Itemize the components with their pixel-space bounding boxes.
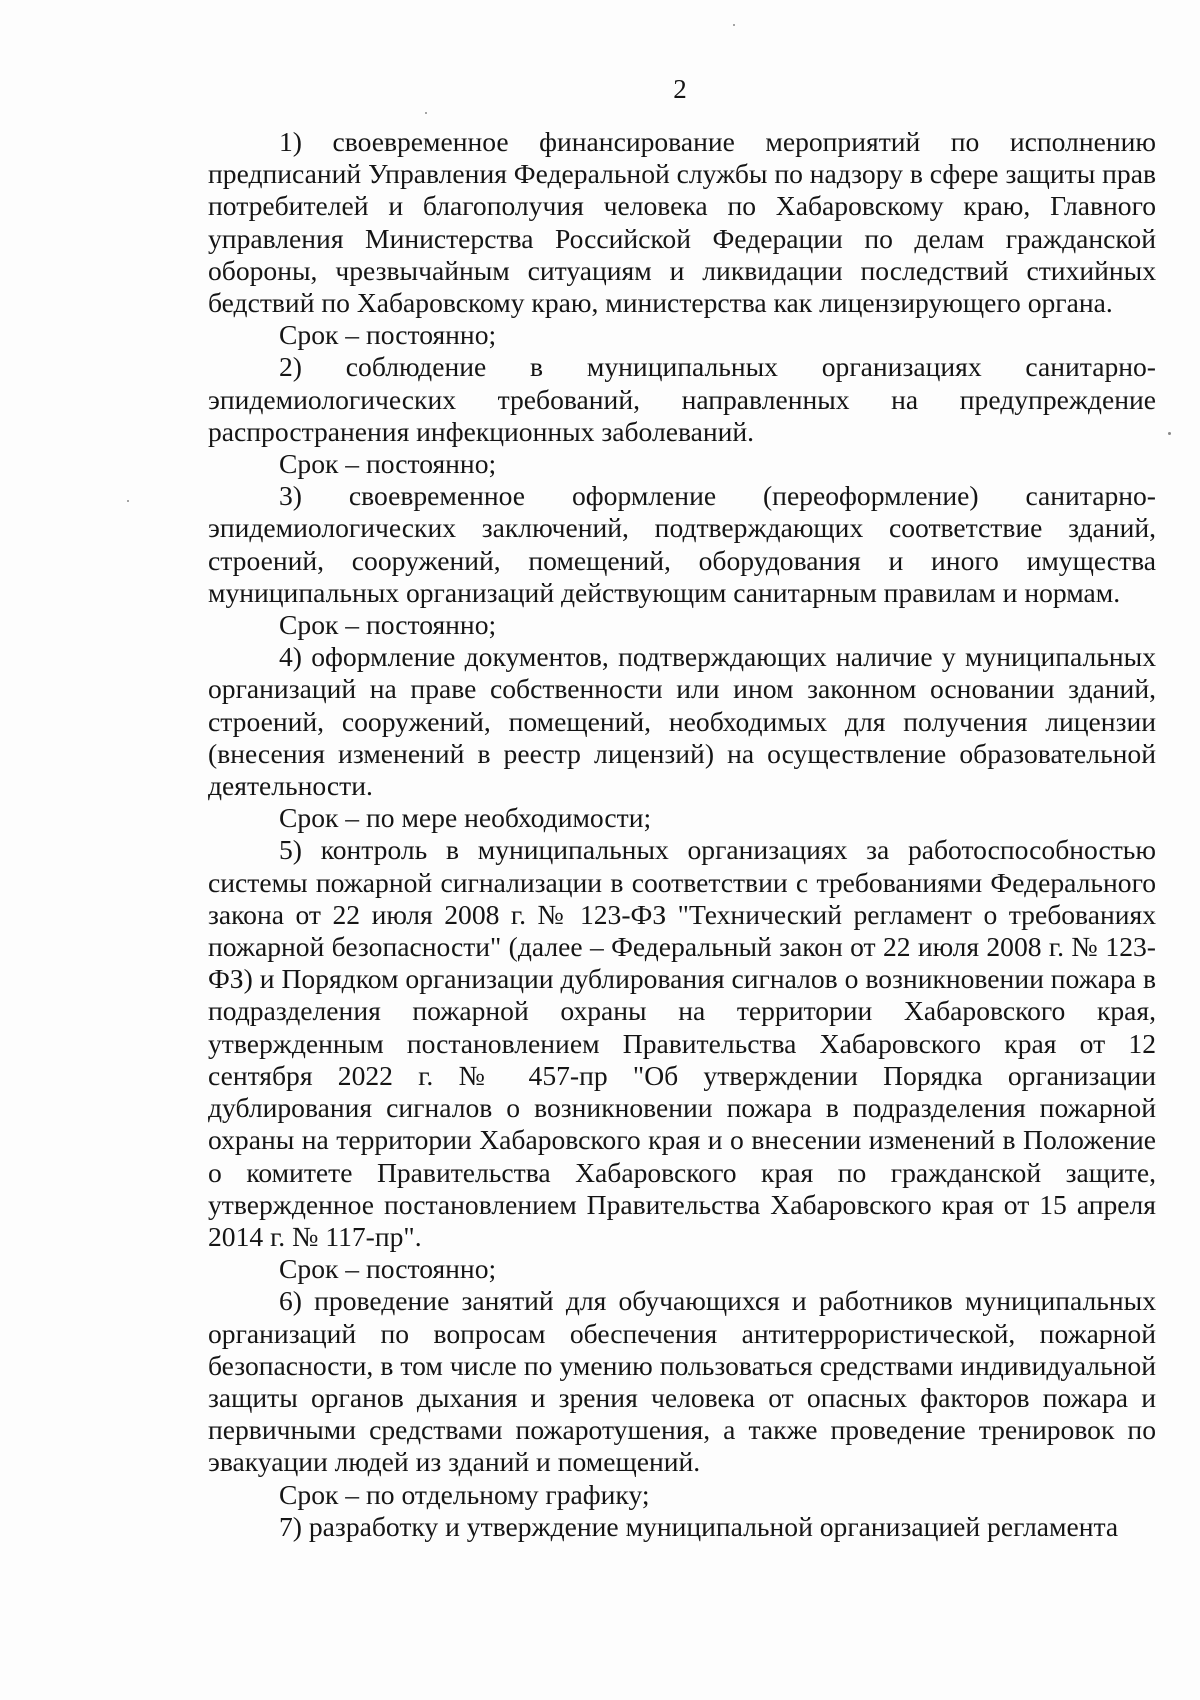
list-item-3: 3) своевременное оформление (переоформление) санитарно-эпидемиологических заключений, подтверждающих соответствие зданий, строений, сооружений, помещений, оборудования и иного имущества муниципальных организаций действующим санитарным правилам и нормам. [208,480,1156,608]
list-item-1: 1) своевременное финансирование мероприятий по исполнению предписаний Управления Федеральной службы по надзору в сфере защиты прав потребителей и благополучия человека по Хабаровскому краю, Главного управления Министерства Российской Федерации по делам гражданской обороны, чрезвычайным ситуациям и ликвидации последствий стихийных бедствий по Хабаровскому краю, министерства как лицензирующего органа. [208,126,1156,319]
scan-speck [1168,432,1171,435]
deadline-1: Срок – постоянно; [279,319,497,351]
deadline-5: Срок – постоянно; [279,1253,497,1285]
list-item-6: 6) проведение занятий для обучающихся и работников муниципальных организаций по вопросам обеспечения антитеррористической, пожарной безопасности, в том числе по умению пользоваться средствами индивидуальной защиты органов дыхания и зрения человека от опасных факторов пожара и первичными средствами пожаротушения, а также проведение тренировок по эвакуации людей из зданий и помещений. [208,1285,1156,1478]
deadline-2: Срок – постоянно; [279,448,497,480]
deadline-3: Срок – постоянно; [279,609,497,641]
list-item-4: 4) оформление документов, подтверждающих наличие у муниципальных организаций на праве собственности или ином законном основании зданий, строений, сооружений, помещений, необходимых для получения лицензии (внесения изменений в реестр лицензий) на осуществление образовательной деятельности. [208,641,1156,802]
deadline-6: Срок – по отдельному графику; [279,1478,650,1510]
document-body [208,126,1156,1543]
scan-speck [425,112,427,114]
deadline-4: Срок – по мере необходимости; [279,802,652,834]
list-item-7: 7) разработку и утверждение муниципальной организацией регламента [279,1510,1119,1542]
page-number: 2 [673,74,687,104]
list-item-5: 5) контроль в муниципальных организациях за работоспособностью системы пожарной сигнализации в соответствии с требованиями Федерального закона от 22 июля 2008 г. № 123-ФЗ "Технический регламент о требованиях пожарной безопасности" (далее – Федеральный закон от 22 июля 2008 г. № 123-ФЗ) и Порядком организации дублирования сигналов о возникновении пожара в подразделения пожарной охраны на территории Хабаровского края, утвержденным постановлением Правительства Хабаровского края от 12 сентября 2022 г. № 457-пр "Об утверждении Порядка организации дублирования сигналов о возникновении пожара в подразделения пожарной охраны на территории Хабаровского края и о внесении изменений в Положение о комитете Правительства Хабаровского края по гражданской защите, утвержденное постановлением Правительства Хабаровского края от 15 апреля 2014 г. № 117-пр". [208,834,1156,1252]
list-item-2: 2) соблюдение в муниципальных организациях санитарно-эпидемиологических требований, направленных на предупреждение распространения инфекционных заболеваний. [208,351,1156,447]
scan-speck [127,500,129,502]
scan-speck [733,24,735,26]
